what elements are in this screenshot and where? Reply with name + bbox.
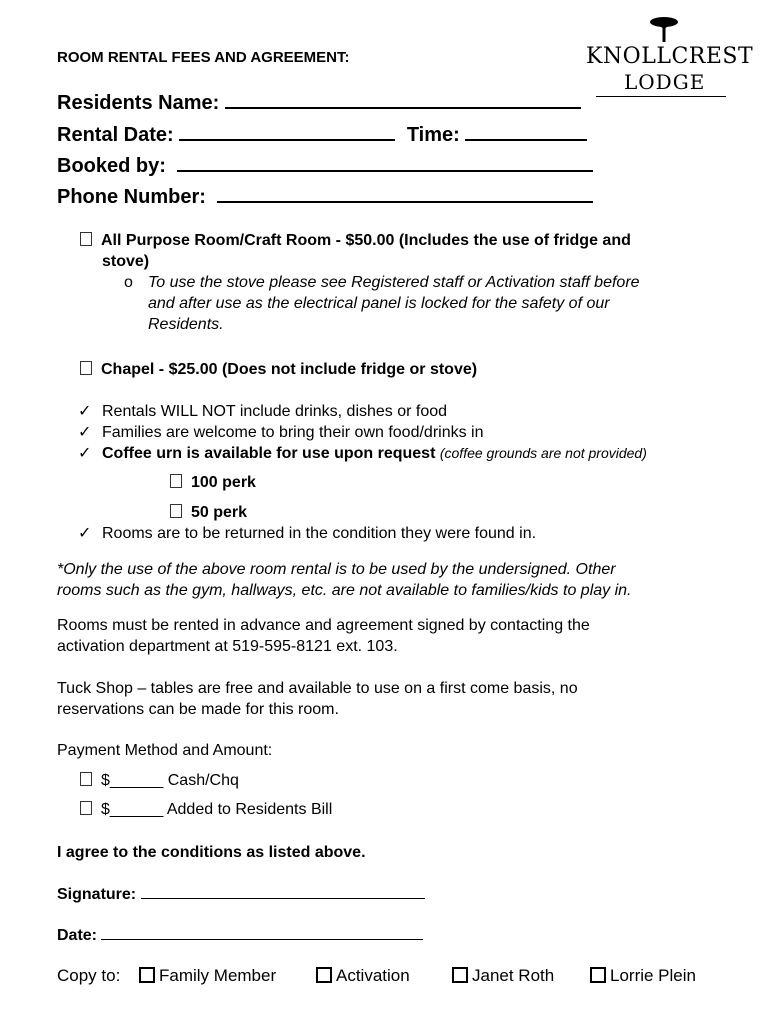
date-field[interactable]	[57, 925, 423, 946]
copy-to-activation[interactable]	[316, 966, 410, 986]
all-purpose-label-line1: All Purpose Room/Craft Room - $50.00 (Includes the use of fridge and	[101, 232, 631, 249]
activation-checkbox[interactable]	[316, 967, 332, 983]
logo-text-lodge: LODGE	[624, 70, 706, 94]
check-item-1-text: Rentals WILL NOT include drinks, dishes or food	[102, 403, 448, 420]
perk-100-label: 100 perk	[191, 474, 256, 491]
perk-100-option[interactable]	[170, 472, 256, 493]
phone-number-label: Phone Number:	[57, 186, 206, 208]
tuck-line1: Tuck Shop – tables are free and available to use on a first come basis, no	[57, 680, 578, 697]
checkmark-icon: ✓	[78, 525, 92, 542]
date-line[interactable]	[101, 925, 423, 940]
booked-by-label: Booked by:	[57, 155, 166, 177]
payment-bill-option[interactable]	[80, 799, 332, 820]
only-use-note	[57, 559, 757, 601]
tuck-line2: reservations can be made for this room.	[57, 701, 339, 718]
chapel-checkbox[interactable]	[80, 361, 92, 375]
janet-roth-checkbox[interactable]	[452, 967, 468, 983]
signature-field[interactable]	[57, 884, 425, 905]
date-label: Date:	[57, 927, 98, 944]
check-item-2-text: Families are welcome to bring their own food/drinks in	[102, 424, 484, 441]
payment-cash-label: $______ Cash/Chq	[101, 772, 239, 789]
perk-50-checkbox[interactable]	[170, 504, 182, 518]
copy-to-lorrie-plein[interactable]	[590, 966, 696, 986]
rental-date-field[interactable]	[57, 121, 587, 147]
checkmark-icon: ✓	[78, 424, 92, 441]
stove-note	[148, 272, 758, 335]
activation-label: Activation	[336, 966, 410, 985]
check-item-3-text: Coffee urn is available for use upon request	[102, 445, 436, 462]
family-member-checkbox[interactable]	[139, 967, 155, 983]
booked-by-line[interactable]	[177, 152, 593, 172]
chapel-label: Chapel - $25.00 (Does not include fridge or stove)	[101, 361, 478, 378]
rental-date-line[interactable]	[179, 121, 395, 141]
check-item-4	[78, 523, 536, 544]
stove-note-line3: Residents.	[148, 316, 224, 333]
check-item-4-text: Rooms are to be returned in the condition they were found in.	[102, 525, 537, 542]
checkmark-icon: ✓	[78, 445, 92, 462]
agreement-statement: I agree to the conditions as listed above.	[57, 844, 366, 861]
check-item-1	[78, 401, 447, 422]
logo-text-knollcrest: KNOLLCREST	[586, 44, 754, 69]
payment-heading: Payment Method and Amount:	[57, 742, 273, 759]
page-title: ROOM RENTAL FEES AND AGREEMENT:	[57, 49, 350, 66]
payment-bill-checkbox[interactable]	[80, 801, 92, 815]
time-label: Time:	[406, 124, 460, 146]
residents-name-field[interactable]	[57, 89, 581, 115]
only-use-line2: rooms such as the gym, hallways, etc. are not available to families/kids to play in.	[57, 582, 632, 599]
family-member-label: Family Member	[159, 966, 277, 985]
perk-100-checkbox[interactable]	[170, 474, 182, 488]
copy-to-janet-roth[interactable]	[452, 966, 554, 986]
payment-bill-label: $______ Added to Residents Bill	[101, 801, 333, 818]
check-item-3	[78, 443, 647, 464]
chapel-option[interactable]	[80, 359, 477, 380]
payment-cash-option[interactable]	[80, 770, 239, 791]
advance-line1: Rooms must be rented in advance and agreement signed by contacting the	[57, 617, 590, 634]
all-purpose-room-option[interactable]	[80, 230, 760, 272]
copy-to-label: Copy to:	[57, 966, 121, 985]
check-item-2	[78, 422, 484, 443]
rental-date-label: Rental Date:	[57, 124, 174, 146]
phone-number-field[interactable]	[57, 183, 593, 209]
tuck-shop-note	[57, 678, 757, 720]
copy-to-family-member[interactable]	[139, 966, 276, 986]
stove-note-line2: and after use as the electrical panel is locked for the safety of our	[148, 295, 610, 312]
phone-number-line[interactable]	[217, 183, 593, 203]
tree-icon	[644, 14, 684, 44]
logo-divider	[596, 96, 726, 97]
residents-name-label: Residents Name:	[57, 92, 220, 114]
payment-cash-checkbox[interactable]	[80, 772, 92, 786]
check-item-3-note: (coffee grounds are not provided)	[439, 445, 647, 461]
booked-by-field[interactable]	[57, 152, 593, 178]
all-purpose-label-line2: stove)	[102, 253, 150, 270]
all-purpose-checkbox[interactable]	[80, 232, 92, 246]
lorrie-plein-checkbox[interactable]	[590, 967, 606, 983]
only-use-line1: *Only the use of the above room rental is to be used by the undersigned. Other	[57, 561, 616, 578]
time-line[interactable]	[465, 121, 587, 141]
lorrie-plein-label: Lorrie Plein	[610, 966, 696, 985]
checkmark-icon: ✓	[78, 403, 92, 420]
advance-line2: activation department at 519-595-8121 ext. 103.	[57, 638, 398, 655]
signature-label: Signature:	[57, 886, 137, 903]
perk-50-option[interactable]	[170, 502, 247, 523]
stove-note-line1: To use the stove please see Registered staff or Activation staff before	[148, 274, 640, 291]
lodge-logo	[582, 14, 754, 106]
advance-note	[57, 615, 757, 657]
perk-50-label: 50 perk	[191, 504, 248, 521]
signature-line[interactable]	[141, 884, 425, 899]
bullet-marker: o	[124, 274, 133, 291]
residents-name-line[interactable]	[225, 89, 581, 109]
janet-roth-label: Janet Roth	[472, 966, 555, 985]
